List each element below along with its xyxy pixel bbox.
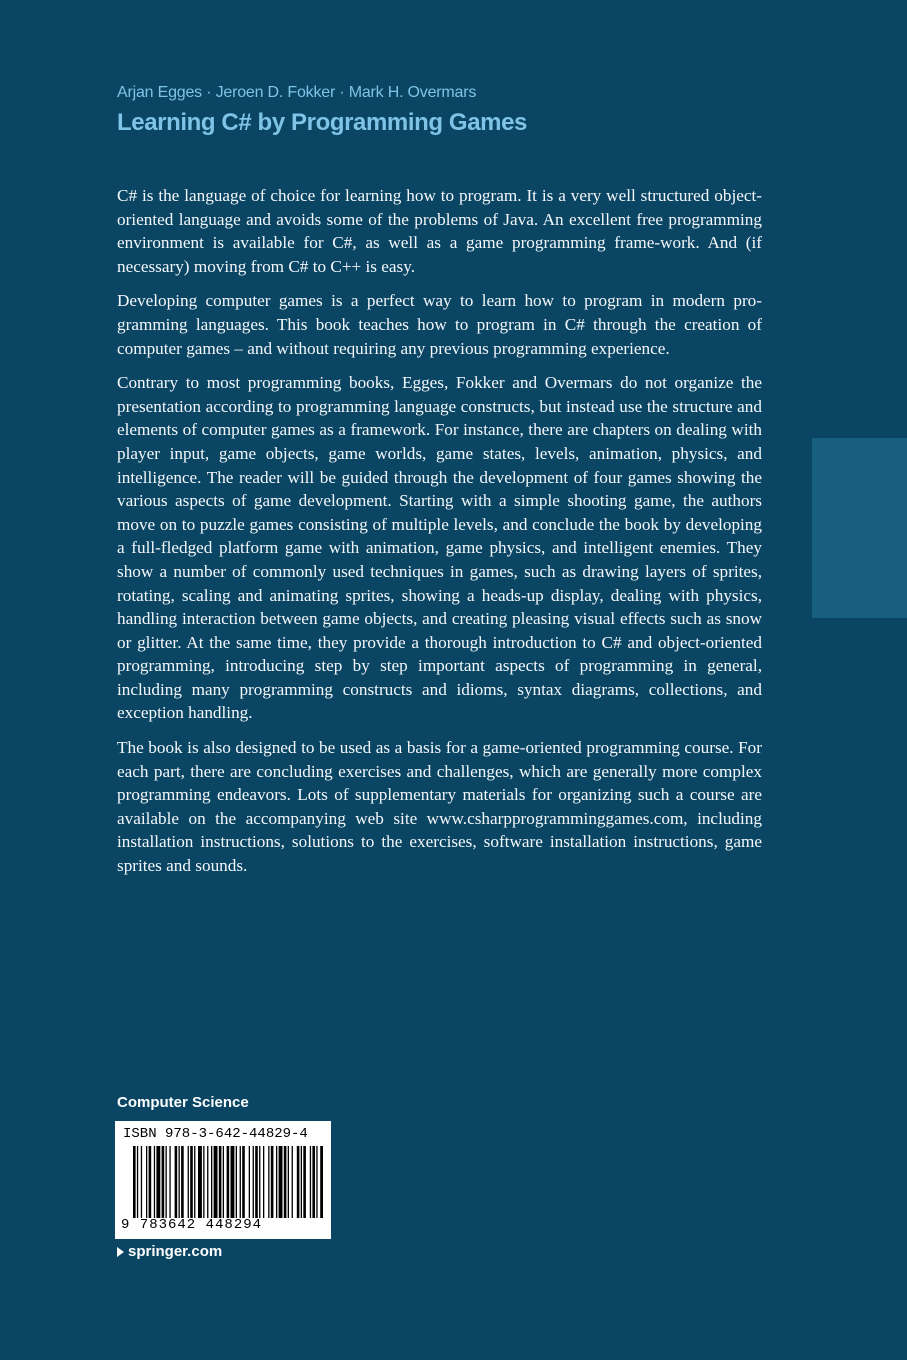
barcode-bars-icon [133, 1146, 323, 1218]
barcode-bar [301, 1146, 302, 1218]
barcode-bar [162, 1146, 165, 1218]
barcode-bar [297, 1146, 300, 1218]
barcode-bar [284, 1146, 287, 1218]
barcode-bar [236, 1146, 237, 1218]
isbn-barcode [115, 1121, 331, 1239]
blurb-paragraph-2: Developing computer games is a perfect way to learn how to program in modern pro-gramming languages. This book teaches how to program in C# through the creation of computer games – and without requiring any previous programming experience. [117, 291, 762, 358]
barcode-bar [211, 1146, 212, 1218]
barcode-bar [271, 1146, 274, 1218]
barcode-bar [166, 1146, 167, 1218]
barcode-bar [179, 1146, 180, 1218]
side-color-tab [812, 438, 907, 618]
blurb-paragraph-3: Contrary to most programming books, Egges, Fokker and Overmars do not organize the presentation according to programming language constructs, but instead use the structure and elements of computer games as a framework. For instance, there are chapters on dealing with player input, game objects, game worlds, game states, levels, animation, physics, and intelligence. The reader will be guided through the development of four games showing the various aspects of game development. Starting with a simple shooting game, the authors move on to puzzle games consisting of multiple levels, and conclude the book by developing a full-fledged platform game with animation, game physics, and intelligent enemies. They show a number of commonly used techniques in games, such as drawing layers of sprites, rotating, scaling and animating sprites, showing a heads-up display, dealing with physics, handling interaction between game objects, and creating pleasing visual effects such as snow or glitter. At the same time, they provide a thorough introduction to C# and object-oriented programming, introducing step by step important aspects of programming in general, including many programming constructs and idioms, syntax diagrams, collections, and exception handling. [117, 373, 762, 723]
barcode-bar [154, 1146, 155, 1218]
barcode-bar [214, 1146, 218, 1218]
barcode-bar [198, 1146, 202, 1218]
subject-category: Computer Science [117, 1094, 249, 1111]
barcode-bar [303, 1146, 306, 1218]
barcode-bar [279, 1146, 283, 1218]
arrow-right-icon [117, 1247, 124, 1257]
barcode-bar [223, 1146, 224, 1218]
barcode-bar [146, 1146, 147, 1218]
barcode-bar [227, 1146, 230, 1218]
barcode-bar [316, 1146, 317, 1218]
barcode-bar [188, 1146, 189, 1218]
barcode-bar [181, 1146, 184, 1218]
barcode-bar [249, 1146, 250, 1218]
barcode-bar [310, 1146, 311, 1218]
barcode-bar [141, 1146, 142, 1218]
barcode-bar [268, 1146, 269, 1218]
barcode-bar [276, 1146, 277, 1218]
book-title: Learning C# by Programming Games [117, 109, 527, 136]
barcode-bar [288, 1146, 289, 1218]
barcode-bar [207, 1146, 208, 1218]
barcode-bar [190, 1146, 193, 1218]
authors-line: Arjan Egges · Jeroen D. Fokker · Mark H. Overmars [117, 84, 477, 101]
publisher-label: springer.com [128, 1243, 223, 1260]
barcode-digits: 9 783642 448294 [121, 1217, 263, 1233]
barcode-bar [137, 1146, 138, 1218]
blurb-paragraph-4: The book is also designed to be used as a basis for a game-oriented programming course. For each part, there are concluding exercises and challenges, which are generally more complex programming endeavors. Lots of supplementary materials for organizing such a course are available on the accompanying web site www.csharpprogramminggames.com, including installation instructions, solutions to the exercises, software installation instructions, game sprites and sounds. [117, 738, 762, 876]
barcode-bar [253, 1146, 254, 1218]
barcode-bar [320, 1146, 323, 1218]
barcode-bar [203, 1146, 204, 1218]
barcode-bar [194, 1146, 195, 1218]
publisher-link[interactable] [117, 1243, 222, 1260]
barcode-bar [219, 1146, 222, 1218]
barcode-bar [292, 1146, 293, 1218]
barcode-bar [149, 1146, 152, 1218]
barcode-bar [259, 1146, 260, 1218]
barcode-bar [231, 1146, 235, 1218]
barcode-bar [133, 1146, 136, 1218]
barcode-bar [255, 1146, 258, 1218]
barcode-bar [263, 1146, 264, 1218]
barcode-bar [169, 1146, 170, 1218]
barcode-bar [156, 1146, 160, 1218]
blurb-text [117, 184, 762, 889]
barcode-bar [240, 1146, 241, 1218]
blurb-paragraph-1: C# is the language of choice for learning how to program. It is a very well structured object-oriented language and avoids some of the problems of Java. An excellent free programming environment is available for C#, as well as a game programming frame-work. And (if necessary) moving from C# to C++ is easy. [117, 186, 762, 276]
isbn-label: ISBN 978-3-642-44829-4 [123, 1126, 308, 1142]
barcode-bar [242, 1146, 245, 1218]
barcode-bar [312, 1146, 315, 1218]
barcode-bar [175, 1146, 178, 1218]
